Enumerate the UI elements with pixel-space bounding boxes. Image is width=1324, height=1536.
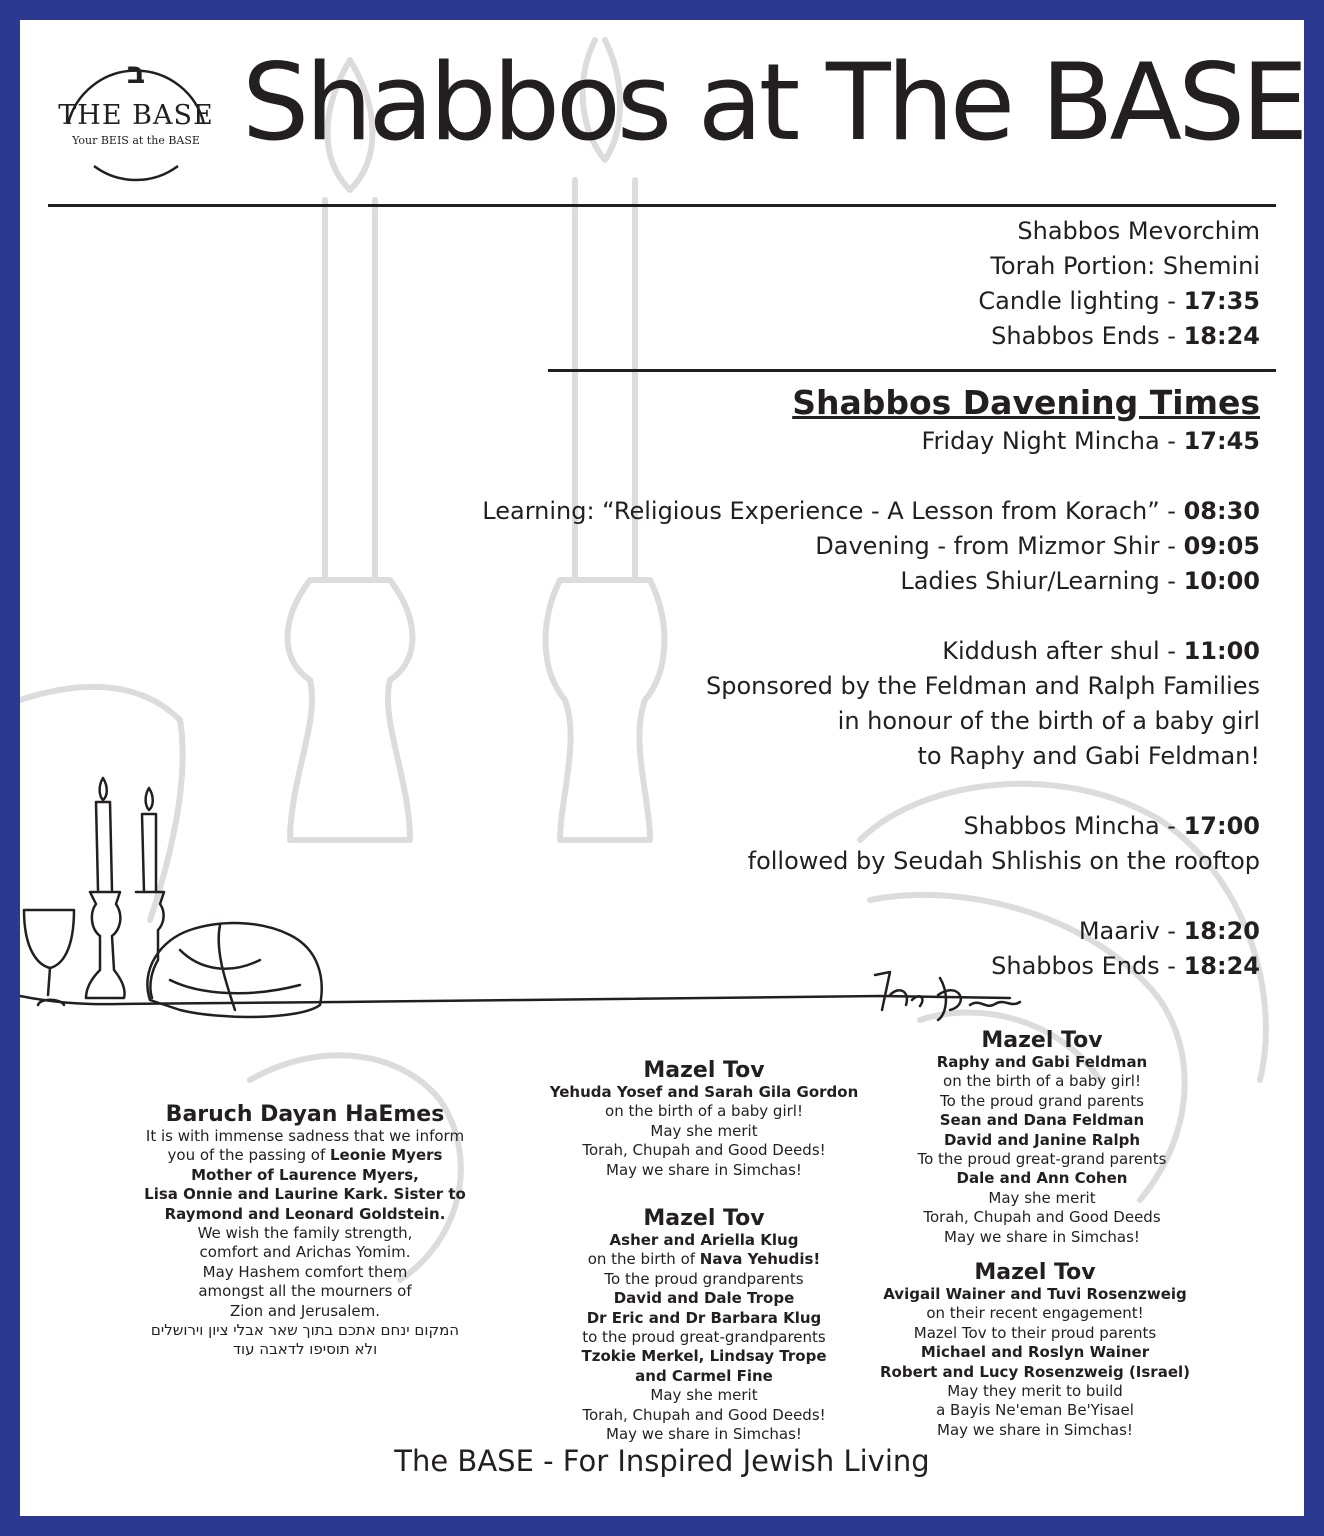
shabbos-ends: Shabbos Ends - 18:24 (991, 322, 1260, 350)
sponsor-line: in honour of the birth of a baby girl (837, 707, 1260, 735)
mazel-tov-klug: Mazel Tov Asher and Ariella Klug on the birth of Nava Yehudis! To the proud grandparents David and Dale Trope Dr Eric and Dr Barbara Klug to the proud great-grandparents Tzokie Merkel, Lindsay Trope and Carmel Fine May she merit Torah, Chupah and Good Deeds! May we share in Simchas! (581, 1206, 827, 1444)
mazel-tov-gordon: Mazel Tov Yehuda Yosef and Sarah Gila Gordon on the birth of a baby girl! May she merit Torah, Chupah and Good Deeds! May we share in Simchas! (549, 1058, 859, 1179)
flyer-page (20, 20, 1304, 1516)
the-base-logo (54, 44, 218, 184)
info-divider (548, 369, 1276, 372)
schedule-item: Ladies Shiur/Learning - 10:00 (900, 567, 1260, 595)
davening-heading: Shabbos Davening Times (792, 383, 1260, 422)
logo-tagline: Your BEIS at the BASE (72, 134, 200, 147)
condolence-notice: Baruch Dayan HaEmes It is with immense sadness that we inform you of the passing of Leonie Myers Mother of Laurence Myers, Lisa Onnie and Laurine Kark. Sister to Raymond and Leonard Goldstein. We wish the family strength, comfort and Arichas Yomim. May Hashem comfort them amongst all the mourners of Zion and Jerusalem. המקום ינחם אתכם בתוך שאר אבלי ציון וירושלים ולא תוסיפו לדאבה עוד (144, 1102, 466, 1359)
sponsor-line: to Raphy and Gabi Feldman! (917, 742, 1260, 770)
page-title: Shabbos at The BASE (242, 41, 1304, 164)
schedule-item: Kiddush after shul - 11:00 (942, 637, 1260, 665)
mazel-tov-feldman: Mazel Tov Raphy and Gabi Feldman on the birth of a baby girl! To the proud grand parents Sean and Dana Feldman David and Janine Ralph To the proud great-grand parents Dale and Ann Cohen May she merit Torah, Chupah and Good Deeds May we share in Simchas! (917, 1028, 1167, 1246)
schedule-item: Davening - from Mizmor Shir - 09:05 (815, 532, 1260, 560)
header-divider (48, 204, 1276, 207)
schedule-item: Learning: “Religious Experience - A Lesson from Korach” - 08:30 (482, 497, 1260, 525)
logo-wordmark: THE BASE (58, 100, 214, 131)
logo-letter: ב (126, 56, 146, 91)
info-line: Shabbos Mevorchim (1017, 217, 1260, 245)
shabbos-info (978, 214, 1260, 354)
schedule-item: Shabbos Ends - 18:24 (991, 952, 1260, 980)
schedule-note: followed by Seudah Shlishis on the rooftop (747, 847, 1260, 875)
candle-lighting: Candle lighting - 17:35 (978, 287, 1260, 315)
schedule-item: Maariv - 18:20 (1078, 917, 1260, 945)
info-line: Torah Portion: Shemini (990, 252, 1260, 280)
schedule-item: Friday Night Mincha - 17:45 (921, 427, 1260, 455)
schedule-item: Shabbos Mincha - 17:00 (963, 812, 1260, 840)
davening-times (482, 382, 1260, 984)
footer-slogan: The BASE - For Inspired Jewish Living (394, 1444, 930, 1478)
mazel-tov-wainer: Mazel Tov Avigail Wainer and Tuvi Rosenzweig on their recent engagement! Mazel Tov to their proud parents Michael and Roslyn Wainer Robert and Lucy Rosenzweig (Israel) May they merit to build a Bayis Ne'eman Be'Yisael May we share in Simchas! (880, 1260, 1190, 1439)
sponsor-line: Sponsored by the Feldman and Ralph Families (705, 672, 1260, 700)
